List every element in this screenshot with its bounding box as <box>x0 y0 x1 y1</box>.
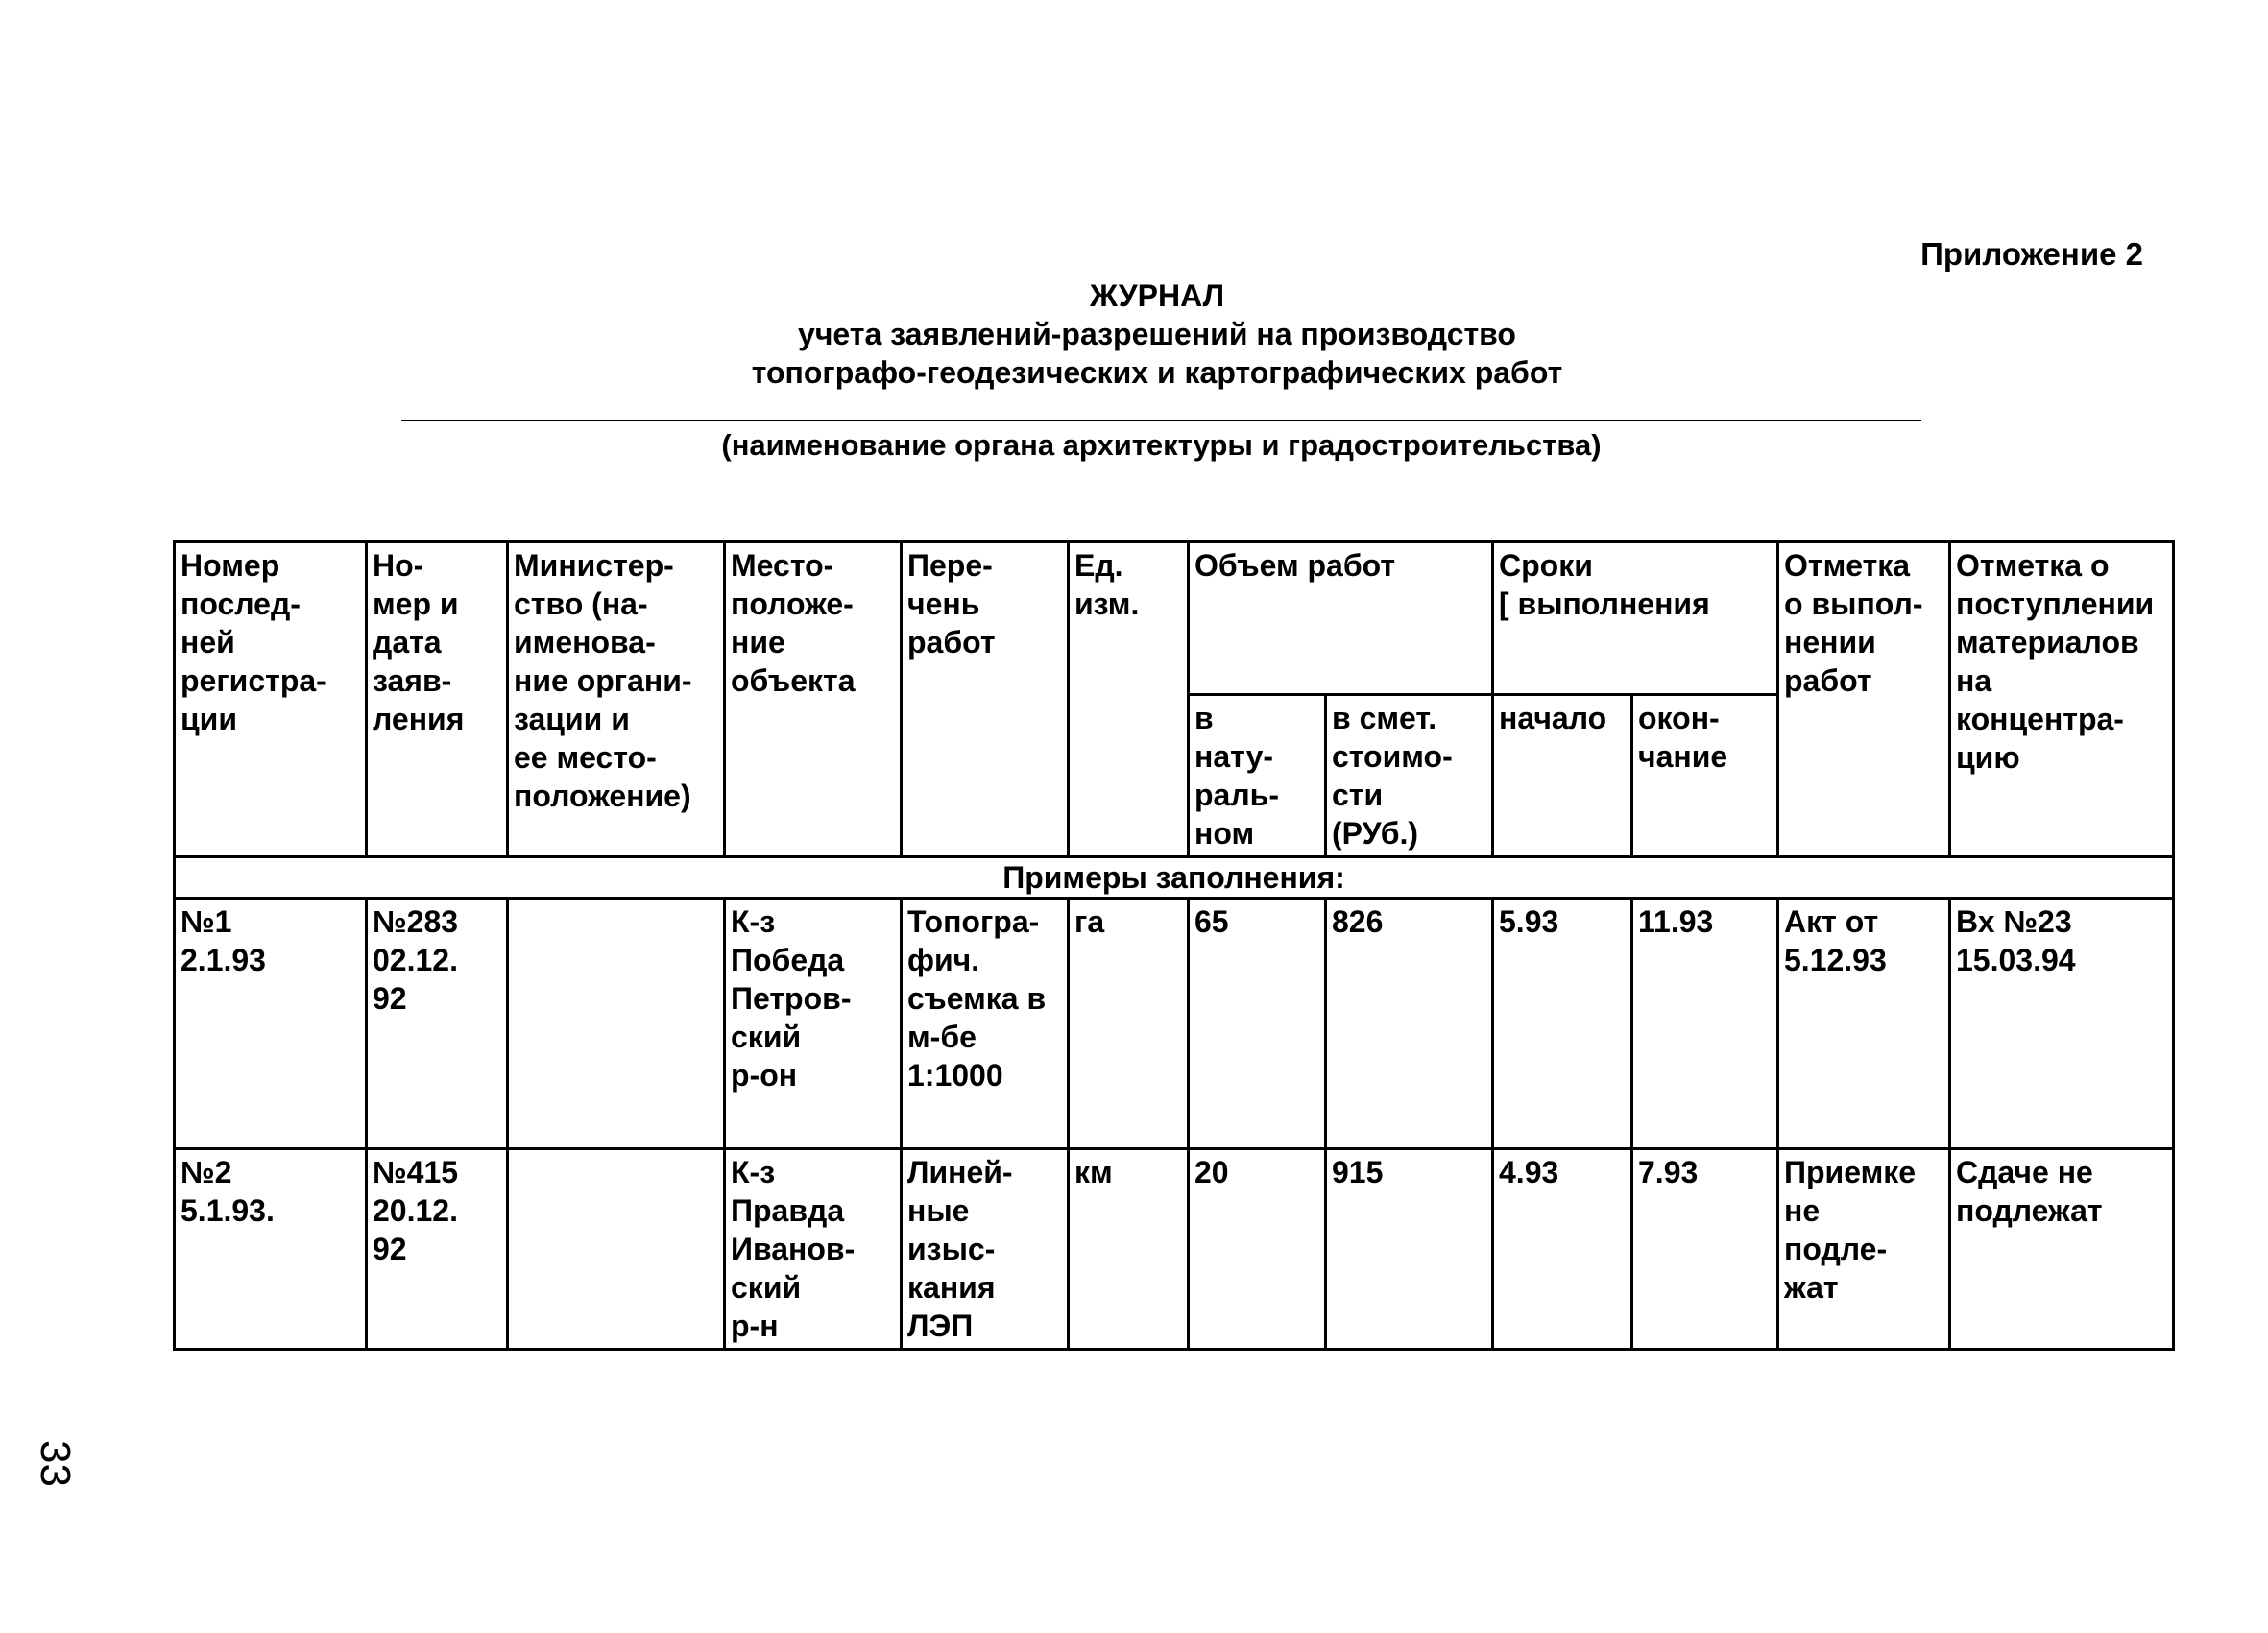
header-works-list: Пере- чень работ <box>902 542 1069 857</box>
cell-location: К-з Победа Петров- ский р-он <box>725 899 902 1149</box>
cell-registration: №2 5.1.93. <box>175 1149 367 1350</box>
cell-unit: км <box>1069 1149 1189 1350</box>
header-object-location: Место- положе- ние объекта <box>725 542 902 857</box>
header-registration-number: Номер послед- ней регистра- ции <box>175 542 367 857</box>
cell-completion-mark: Приемке не подле- жат <box>1778 1149 1950 1350</box>
cell-location: К-з Правда Иванов- ский р-н <box>725 1149 902 1350</box>
journal-title <box>576 276 1738 392</box>
header-completion-mark: Отметка о выпол- нении работ <box>1778 542 1950 857</box>
title-line-3: топографо-геодезических и картографических работ <box>751 355 1563 390</box>
table-row <box>175 899 2174 1149</box>
header-work-volume: Объем работ <box>1189 542 1493 695</box>
cell-completion-mark: Акт от 5.12.93 <box>1778 899 1950 1149</box>
cell-volume-cost: 915 <box>1326 1149 1493 1350</box>
header-row <box>175 542 2174 695</box>
header-term-start: начало <box>1493 695 1632 857</box>
cell-application: №283 02.12. 92 <box>367 899 508 1149</box>
cell-materials-mark: Вх №23 15.03.94 <box>1950 899 2174 1149</box>
header-ministry: Министер- ство (на- именова- ние органи- зации и ее место- положение) <box>508 542 725 857</box>
title-line-2: учета заявлений-разрешений на производство <box>798 317 1516 351</box>
cell-unit: га <box>1069 899 1189 1149</box>
cell-materials-mark: Сдаче не подлежат <box>1950 1149 2174 1350</box>
cell-term-start: 5.93 <box>1493 899 1632 1149</box>
table-row <box>175 1149 2174 1350</box>
section-title: Примеры заполнения: <box>175 857 2174 899</box>
cell-registration: №1 2.1.93 <box>175 899 367 1149</box>
header-unit: Ед. изм. <box>1069 542 1189 857</box>
header-completion-terms: Сроки [ выполнения <box>1493 542 1778 695</box>
cell-application: №415 20.12. 92 <box>367 1149 508 1350</box>
header-volume-cost: в смет. стоимо- сти (РУб.) <box>1326 695 1493 857</box>
organization-caption: (наименование органа архитектуры и градостроительства) <box>721 428 1602 462</box>
cell-ministry <box>508 1149 725 1350</box>
page-number: 33 <box>32 1440 79 1487</box>
cell-term-end: 7.93 <box>1632 1149 1778 1350</box>
cell-term-start: 4.93 <box>1493 1149 1632 1350</box>
header-volume-natural: в нату- раль- ном <box>1189 695 1326 857</box>
header-application-number-date: Но- мер и дата заяв- ления <box>367 542 508 857</box>
header-materials-mark: Отметка о поступлении материалов на концентра- цию <box>1950 542 2174 857</box>
section-row <box>175 857 2174 899</box>
cell-term-end: 11.93 <box>1632 899 1778 1149</box>
header-term-end: окон- чание <box>1632 695 1778 857</box>
organization-name-line <box>401 420 1921 421</box>
cell-works: Топогра- фич. съемка в м-бе 1:1000 <box>902 899 1069 1149</box>
cell-volume-natural: 20 <box>1189 1149 1326 1350</box>
appendix-label: Приложение 2 <box>1920 236 2143 272</box>
journal-table <box>173 540 2175 1351</box>
title-line-1: ЖУРНАЛ <box>1089 278 1225 313</box>
cell-volume-cost: 826 <box>1326 899 1493 1149</box>
cell-works: Линей- ные изыс- кания ЛЭП <box>902 1149 1069 1350</box>
cell-volume-natural: 65 <box>1189 899 1326 1149</box>
cell-ministry <box>508 899 725 1149</box>
